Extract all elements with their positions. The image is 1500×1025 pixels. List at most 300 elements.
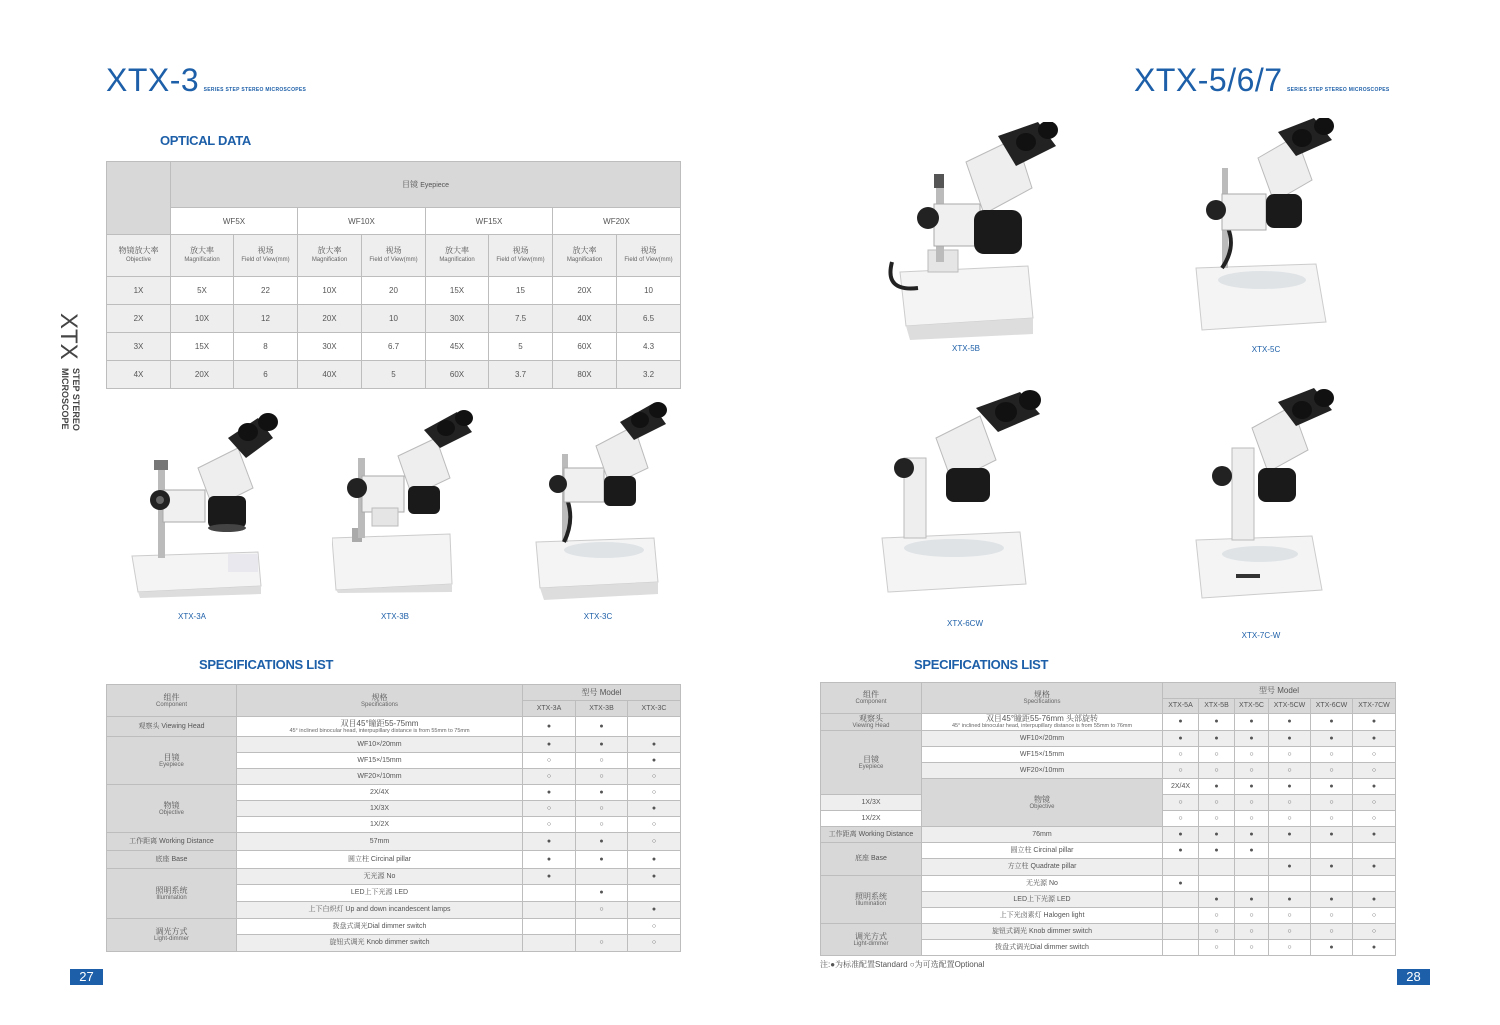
model-header: 型号 Model [523, 685, 681, 701]
group-eyepiece [821, 731, 922, 795]
mark [628, 717, 681, 737]
group-illumination [107, 869, 237, 919]
optical-cell: 10X [171, 305, 234, 333]
mark: ● [1199, 843, 1235, 859]
mark: ○ [1311, 763, 1353, 779]
group-illumination-en: Illumination [855, 900, 887, 907]
mark: ● [1269, 714, 1311, 731]
objective-header [107, 235, 171, 277]
mark [1163, 892, 1199, 908]
mag-en: Magnification [311, 257, 348, 263]
mark: ○ [628, 785, 681, 801]
spec-cell: 2X/4X [1163, 779, 1199, 795]
mark: ● [1199, 779, 1235, 795]
mark: ● [1269, 859, 1311, 876]
mark: ● [1353, 892, 1396, 908]
objective-cell: 1X [107, 277, 171, 305]
optical-cell: 15 [489, 277, 553, 305]
optical-corner [107, 162, 171, 235]
mark: ○ [1235, 908, 1269, 924]
microscope-xtx-5c-image [1192, 118, 1342, 336]
mark: ○ [523, 817, 576, 833]
mark: ○ [576, 801, 628, 817]
spec-d2: 旋钮式调光 Knob dimmer switch [237, 935, 523, 952]
fov-header [489, 235, 553, 277]
spec-cell: WF15×/15mm [922, 747, 1163, 763]
mark: ● [1269, 731, 1311, 747]
mark [1199, 876, 1235, 892]
mark: ● [1269, 892, 1311, 908]
group-viewing-head-en: Viewing Head [852, 723, 890, 729]
group-eyepiece-en: Eyepiece [858, 763, 884, 770]
spec-cell [922, 714, 1163, 731]
group-working-distance: 工作距离 Working Distance [107, 833, 237, 851]
caption-xtx-5b: XTX-5B [951, 344, 980, 353]
mark: ● [1199, 892, 1235, 908]
mark [576, 919, 628, 935]
caption-xtx-3c: XTX-3C [583, 612, 613, 621]
mark: ● [1163, 827, 1199, 843]
group-eyepiece [107, 737, 237, 785]
objective-cell: 2X [107, 305, 171, 333]
spec-cell: 无光源 No [922, 876, 1163, 892]
mag-header [171, 235, 234, 277]
mark [523, 902, 576, 919]
mark: ○ [1199, 924, 1235, 940]
mark: ● [576, 833, 628, 851]
mark [1353, 876, 1396, 892]
group-objective [107, 785, 237, 833]
caption-xtx-7c-w: XTX-7C-W [1241, 631, 1281, 640]
mark [1163, 859, 1199, 876]
group-objective-en: Objective [1029, 803, 1055, 810]
spec-cell: WF10×/20mm [922, 731, 1163, 747]
optical-cell: 5 [489, 333, 553, 361]
mag-cn: 放大率 [190, 246, 214, 255]
mark: ● [1269, 827, 1311, 843]
right-title-sub: SERIES STEP STEREO MICROSCOPES [1287, 87, 1390, 93]
legend-note: 注:●为标准配置Standard ○为可选配置Optional [820, 960, 985, 969]
microscope-xtx-3c-image [534, 402, 669, 600]
caption-xtx-3b: XTX-3B [380, 612, 409, 621]
mag-cn: 放大率 [317, 246, 342, 255]
microscope-xtx-7c-w-image [1192, 388, 1340, 608]
group-eyepiece-cn: 目镜 [863, 754, 879, 764]
spec-heading-left: SPECIFICATIONS LIST [199, 657, 334, 672]
mark: ● [1353, 940, 1396, 956]
optical-cell: 10X [298, 277, 362, 305]
spec-head [237, 717, 523, 737]
mark: ● [1353, 827, 1396, 843]
model-xtx-3a: XTX-3A [523, 701, 576, 717]
spec-table-right [820, 682, 1396, 956]
spec-header [922, 683, 1163, 714]
mark: ○ [628, 769, 681, 785]
fov-header [617, 235, 681, 277]
mark: ● [1311, 827, 1353, 843]
spec-o3: 1X/2X [237, 817, 523, 833]
mark: ● [1199, 827, 1235, 843]
group-illumination-en: Illumination [156, 894, 187, 901]
mark: ○ [1163, 747, 1199, 763]
optical-cell: 45X [426, 333, 489, 361]
mark: ○ [1353, 908, 1396, 924]
spec-i1: 无光源 No [237, 869, 523, 885]
mark: ● [1199, 731, 1235, 747]
group-light-dimmer-en: Light-dimmer [153, 936, 189, 942]
optical-cell: 3.7 [489, 361, 553, 389]
mark: ● [1311, 892, 1353, 908]
side-line1: STEP STEREO [71, 368, 81, 431]
mark: ● [628, 851, 681, 869]
mark: ● [523, 851, 576, 869]
optical-cell: 6.7 [362, 333, 426, 361]
group-objective-cn: 物镜 [163, 800, 180, 810]
group-illumination-cn: 照明系统 [155, 885, 188, 895]
mark: ● [1311, 731, 1353, 747]
mark [1311, 843, 1353, 859]
left-title [106, 62, 306, 99]
model-xtx-6cw: XTX-6CW [1311, 699, 1353, 714]
optical-cell: 80X [553, 361, 617, 389]
mark: ● [1163, 876, 1199, 892]
microscope-xtx-5b-image [888, 122, 1063, 340]
eyepiece-wf20x: WF20X [553, 208, 681, 235]
mark: ○ [576, 769, 628, 785]
spec-o1: 2X/4X [237, 785, 523, 801]
mag-en: Magnification [184, 257, 220, 263]
eyepiece-wf15x: WF15X [426, 208, 553, 235]
mark: ● [1163, 731, 1199, 747]
right-title-main: XTX-5/6/7 [1134, 62, 1283, 98]
spec-cell: 上下光卤素灯 Halogen light [922, 908, 1163, 924]
mark: ● [628, 737, 681, 753]
optical-cell: 40X [553, 305, 617, 333]
mark [1269, 843, 1311, 859]
mark [1199, 859, 1235, 876]
page-number-right: 28 [1397, 969, 1430, 985]
spec-d1: 拨盘式调光Dial dimmer switch [237, 919, 523, 935]
optical-cell: 15X [171, 333, 234, 361]
left-title-sub: SERIES STEP STEREO MICROSCOPES [203, 87, 307, 93]
mark: ● [1311, 714, 1353, 731]
mark: ○ [576, 753, 628, 769]
mark: ○ [628, 919, 681, 935]
spec-cell: 1X/3X [821, 795, 922, 811]
mark: ● [576, 885, 628, 902]
mark: ○ [1235, 763, 1269, 779]
objective-cell: 3X [107, 333, 171, 361]
fov-header [234, 235, 298, 277]
component-cn: 组件 [163, 692, 180, 702]
mark: ○ [1199, 908, 1235, 924]
eyepiece-wf5x: WF5X [171, 208, 298, 235]
mark: ○ [1235, 747, 1269, 763]
mark [523, 919, 576, 935]
model-xtx-5cw: XTX-5CW [1269, 699, 1311, 714]
model-xtx-3b: XTX-3B [576, 701, 628, 717]
mark: ○ [1199, 763, 1235, 779]
optical-cell: 60X [426, 361, 489, 389]
group-working-distance: 工作距离 Working Distance [821, 827, 922, 843]
mark [628, 885, 681, 902]
spec-base: 圆立柱 Circinal pillar [237, 851, 523, 869]
mark: ● [1311, 859, 1353, 876]
spec-e3: WF20×/10mm [237, 769, 523, 785]
group-base: 底座 Base [821, 843, 922, 876]
fov-en: Field of View(mm) [241, 257, 290, 263]
group-light-dimmer-cn: 调光方式 [855, 931, 887, 941]
mark: ○ [523, 769, 576, 785]
mag-header [426, 235, 489, 277]
mark: ○ [1199, 747, 1235, 763]
spec-cell: 方立柱 Quadrate pillar [922, 859, 1163, 876]
mark: ○ [1311, 811, 1353, 827]
mark [1353, 843, 1396, 859]
optical-cell: 15X [426, 277, 489, 305]
mark: ○ [1163, 795, 1199, 811]
group-eyepiece-cn: 目镜 [163, 752, 180, 762]
optical-cell: 8 [234, 333, 298, 361]
optical-cell: 6 [234, 361, 298, 389]
eyepiece-cn: 目镜 [402, 180, 418, 189]
spec-cell: 旋钮式调光 Knob dimmer switch [922, 924, 1163, 940]
mark: ○ [576, 902, 628, 919]
component-header [821, 683, 922, 714]
optical-cell: 40X [298, 361, 362, 389]
spec-cell: 76mm [922, 827, 1163, 843]
mark: ● [523, 785, 576, 801]
mark: ● [1311, 779, 1353, 795]
optical-cell: 5X [171, 277, 234, 305]
spec-heading-right: SPECIFICATIONS LIST [914, 657, 1049, 672]
optical-cell: 3.2 [617, 361, 681, 389]
mark: ● [576, 851, 628, 869]
mark: ○ [576, 817, 628, 833]
mark: ● [628, 801, 681, 817]
mark: ○ [1269, 747, 1311, 763]
mark [1235, 859, 1269, 876]
optical-data-table [106, 161, 681, 389]
objective-cn: 物镜放大率 [118, 246, 159, 255]
mark: ○ [1269, 940, 1311, 956]
side-line2: MICROSCOPE [60, 368, 70, 430]
mark: ○ [628, 817, 681, 833]
spec-i3: 上下白炽灯 Up and down incandescent lamps [237, 902, 523, 919]
mark: ● [628, 902, 681, 919]
group-eyepiece-en: Eyepiece [159, 761, 184, 768]
spec-head-en: 45° inclined binocular head, interpupillary distance is from 55mm to 76mm [951, 723, 1133, 729]
mark: ○ [1199, 811, 1235, 827]
optical-cell: 30X [426, 305, 489, 333]
mag-en: Magnification [439, 257, 475, 263]
spec-cell: 圆立柱 Circinal pillar [922, 843, 1163, 859]
group-base: 底座 Base [107, 851, 237, 869]
fov-cn: 视场 [512, 246, 529, 255]
model-xtx-5b: XTX-5B [1199, 699, 1235, 714]
eyepiece-en: Eyepiece [420, 182, 450, 189]
spec-cell: LED上下光源 LED [922, 892, 1163, 908]
mark [576, 869, 628, 885]
eyepiece-header [171, 162, 681, 208]
mark: ○ [1353, 795, 1396, 811]
group-viewing-head-cn: 观察头 [859, 714, 883, 723]
group-light-dimmer [107, 919, 237, 952]
mark: ● [1235, 843, 1269, 859]
mark [1235, 876, 1269, 892]
fov-en: Field of View(mm) [496, 257, 545, 263]
mark: ● [576, 717, 628, 737]
optical-cell: 6.5 [617, 305, 681, 333]
mark: ● [523, 833, 576, 851]
group-viewing-head [821, 714, 922, 731]
mark [523, 885, 576, 902]
mark: ○ [1353, 763, 1396, 779]
spec-wd: 57mm [237, 833, 523, 851]
group-light-dimmer [821, 924, 922, 956]
mark: ○ [1311, 795, 1353, 811]
mark: ○ [1269, 795, 1311, 811]
mark [1163, 908, 1199, 924]
mark: ○ [1269, 811, 1311, 827]
caption-xtx-3a: XTX-3A [177, 612, 206, 621]
fov-en: Field of View(mm) [624, 257, 673, 263]
model-xtx-3c: XTX-3C [628, 701, 681, 717]
mark: ● [1163, 714, 1199, 731]
optical-heading: OPTICAL DATA [160, 133, 252, 148]
spec-cn: 规格 [371, 692, 388, 702]
fov-header [362, 235, 426, 277]
mark: ○ [628, 833, 681, 851]
mark: ● [1163, 843, 1199, 859]
left-title-main: XTX-3 [106, 62, 200, 98]
objective-en: Objective [125, 257, 151, 263]
mark [1311, 876, 1353, 892]
spec-en: Specifications [360, 701, 399, 708]
fov-cn: 视场 [640, 246, 657, 255]
optical-cell: 12 [234, 305, 298, 333]
group-illumination-cn: 照明系统 [855, 891, 887, 901]
component-cn: 组件 [863, 690, 879, 699]
mark: ○ [1311, 908, 1353, 924]
right-title [1134, 62, 1390, 99]
mark: ● [1353, 714, 1396, 731]
mark: ● [1235, 827, 1269, 843]
optical-cell: 10 [617, 277, 681, 305]
microscope-xtx-3a-image [128, 408, 283, 598]
fov-en: Field of View(mm) [369, 257, 418, 263]
group-viewing-head: 观察头 Viewing Head [107, 717, 237, 737]
model-header: 型号 Model [1163, 683, 1396, 699]
spec-head-cn: 双目45°瞳距55-76mm 头部旋转 [985, 714, 1099, 723]
optical-cell: 10 [362, 305, 426, 333]
mag-en: Magnification [566, 257, 603, 263]
optical-cell: 22 [234, 277, 298, 305]
group-light-dimmer-cn: 调光方式 [155, 927, 188, 936]
optical-cell: 20X [298, 305, 362, 333]
component-en: Component [855, 699, 887, 705]
mark: ○ [1269, 763, 1311, 779]
mark: ○ [1235, 940, 1269, 956]
mark: ● [1235, 714, 1269, 731]
mark: ○ [1235, 811, 1269, 827]
spec-table-left [106, 684, 681, 952]
microscope-xtx-6cw-image [880, 388, 1055, 610]
mark: ● [1353, 779, 1396, 795]
mark: ○ [1199, 940, 1235, 956]
mark: ○ [1235, 795, 1269, 811]
spec-cn: 规格 [1034, 690, 1050, 699]
spec-en: Specifications [1023, 699, 1061, 705]
mark: ● [523, 869, 576, 885]
fov-cn: 视场 [257, 246, 274, 255]
group-objective-cn: 物镜 [1034, 794, 1050, 804]
caption-xtx-5c: XTX-5C [1251, 345, 1281, 354]
optical-cell: 60X [553, 333, 617, 361]
caption-xtx-6cw: XTX-6CW [947, 619, 983, 628]
spec-head-en: 45° inclined binocular head, interpupillary distance is from 55mm to 75mm [289, 727, 470, 734]
mark: ● [523, 737, 576, 753]
mark: ● [1353, 731, 1396, 747]
mark: ● [1311, 940, 1353, 956]
spec-header [237, 685, 523, 717]
spec-i2: LED上下光源 LED [237, 885, 523, 902]
mag-cn: 放大率 [572, 246, 597, 255]
optical-cell: 20 [362, 277, 426, 305]
mark [1163, 940, 1199, 956]
mark: ○ [1311, 747, 1353, 763]
optical-cell: 30X [298, 333, 362, 361]
spec-e1: WF10×/20mm [237, 737, 523, 753]
model-xtx-5a: XTX-5A [1163, 699, 1199, 714]
group-objective-en: Objective [158, 809, 184, 816]
mark: ○ [1353, 811, 1396, 827]
mark: ○ [523, 801, 576, 817]
group-objective [922, 779, 1163, 827]
model-xtx-7cw: XTX-7CW [1353, 699, 1396, 714]
eyepiece-wf10x: WF10X [298, 208, 426, 235]
mark: ○ [1163, 811, 1199, 827]
mark [523, 935, 576, 952]
mark: ● [1235, 779, 1269, 795]
mark: ○ [1163, 763, 1199, 779]
optical-cell: 7.5 [489, 305, 553, 333]
mark: ● [523, 717, 576, 737]
page-number-left: 27 [70, 969, 103, 985]
mark: ● [1353, 859, 1396, 876]
group-illumination [821, 876, 922, 924]
mark: ● [576, 737, 628, 753]
mark: ○ [1353, 924, 1396, 940]
component-header [107, 685, 237, 717]
mark: ● [1199, 714, 1235, 731]
group-light-dimmer-en: Light-dimmer [853, 940, 889, 947]
mark: ○ [1269, 924, 1311, 940]
component-en: Component [155, 701, 188, 708]
mark: ● [1269, 779, 1311, 795]
model-xtx-5c: XTX-5C [1235, 699, 1269, 714]
spec-head-cn: 双目45°瞳距55-75mm [340, 718, 419, 728]
optical-cell: 20X [171, 361, 234, 389]
spec-cell: 拨盘式调光Dial dimmer switch [922, 940, 1163, 956]
objective-cell: 4X [107, 361, 171, 389]
mark [1163, 924, 1199, 940]
mag-header [553, 235, 617, 277]
mark: ○ [1199, 795, 1235, 811]
mark: ○ [1311, 924, 1353, 940]
mark: ○ [628, 935, 681, 952]
mark: ○ [1235, 924, 1269, 940]
